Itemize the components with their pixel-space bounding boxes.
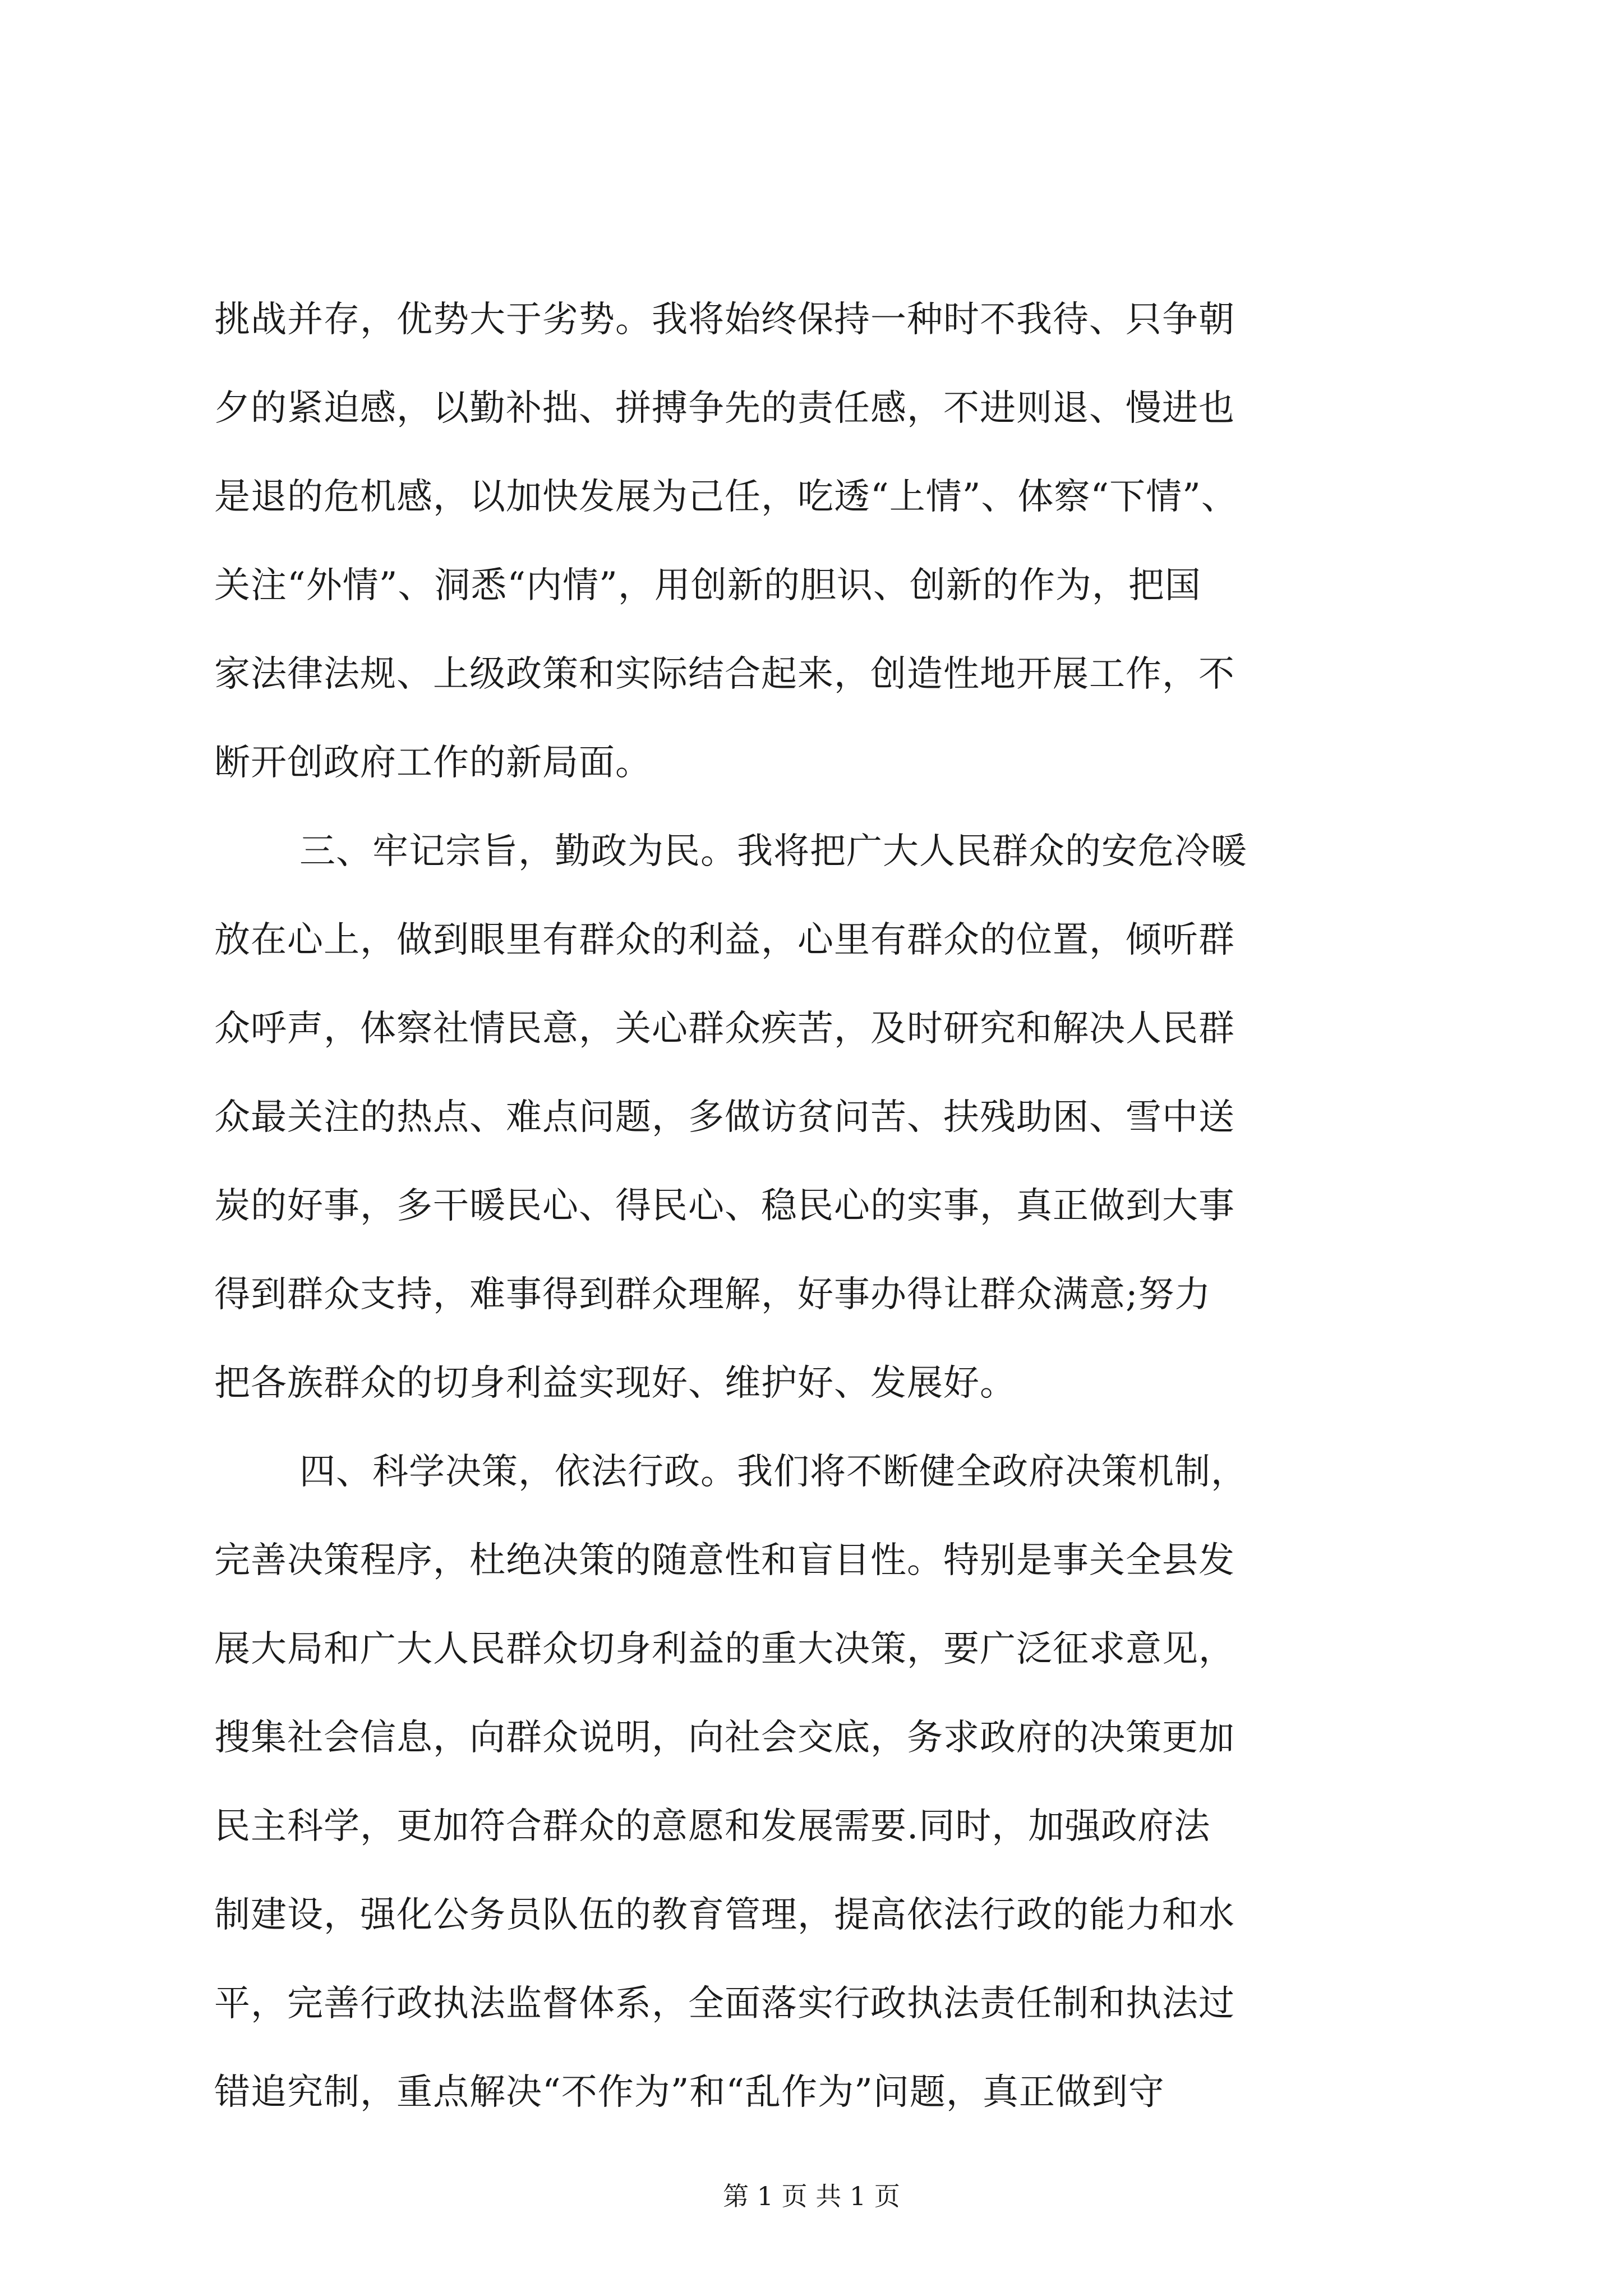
- paragraph-3-line-4: 搜集社会信息，向群众说明，向社会交底，务求政府的决策更加: [214, 1717, 1235, 1759]
- paragraph-3-line-5: 民主科学，更加符合群众的意愿和发展需要.同时，加强政府法: [214, 1806, 1211, 1847]
- paragraph-3-line-1: 四、科学决策，依法行政。我们将不断健全政府决策机制，: [299, 1451, 1247, 1493]
- paragraph-3-line-8: 错追究制，重点解决“不作为”和“乱作为”问题，真正做到守: [214, 2072, 1165, 2113]
- paragraph-3-line-3: 展大局和广大人民群众切身利益的重大决策，要广泛征求意见，: [214, 1628, 1235, 1670]
- paragraph-3-line-2: 完善决策程序，杜绝决策的随意性和盲目性。特别是事关全县发: [214, 1540, 1235, 1581]
- paragraph-1-line-3: 是退的危机感，以加快发展为己任，吃透“上情”、体察“下情”、: [214, 476, 1238, 518]
- paragraph-2-line-4: 众最关注的热点、难点问题，多做访贫问苦、扶残助困、雪中送: [214, 1097, 1235, 1138]
- paragraph-2-line-7: 把各族群众的切身利益实现好、维护好、发展好。: [214, 1363, 1016, 1404]
- paragraph-2-line-3: 众呼声，体察社情民意，关心群众疾苦，及时研究和解决人民群: [214, 1008, 1235, 1050]
- page-footer: 第 1 页 共 1 页: [723, 2181, 900, 2211]
- paragraph-2-line-2: 放在心上，做到眼里有群众的利益，心里有群众的位置，倾听群: [214, 919, 1235, 961]
- paragraph-1-line-2: 夕的紧迫感，以勤补拙、拼搏争先的责任感，不进则退、慢进也: [214, 388, 1235, 429]
- paragraph-1-line-6: 断开创政府工作的新局面。: [214, 742, 652, 784]
- paragraph-2-line-5: 炭的好事，多干暖民心、得民心、稳民心的实事，真正做到大事: [214, 1185, 1235, 1227]
- paragraph-1-line-5: 家法律法规、上级政策和实际结合起来，创造性地开展工作，不: [214, 654, 1235, 695]
- paragraph-1-line-1: 挑战并存，优势大于劣势。我将始终保持一种时不我待、只争朝: [214, 299, 1235, 341]
- paragraph-2-line-6: 得到群众支持，难事得到群众理解，好事办得让群众满意;努力: [214, 1274, 1211, 1315]
- paragraph-1-line-4: 关注“外情”、洞悉“内情”，用创新的胆识、创新的作为，把国: [214, 565, 1201, 606]
- paragraph-3-line-6: 制建设，强化公务员队伍的教育管理，提高依法行政的能力和水: [214, 1894, 1235, 1936]
- paragraph-2-line-1: 三、牢记宗旨，勤政为民。我将把广大人民群众的安危冷暖: [299, 831, 1247, 872]
- paragraph-3-line-7: 平，完善行政执法监督体系，全面落实行政执法责任制和执法过: [214, 1983, 1235, 2024]
